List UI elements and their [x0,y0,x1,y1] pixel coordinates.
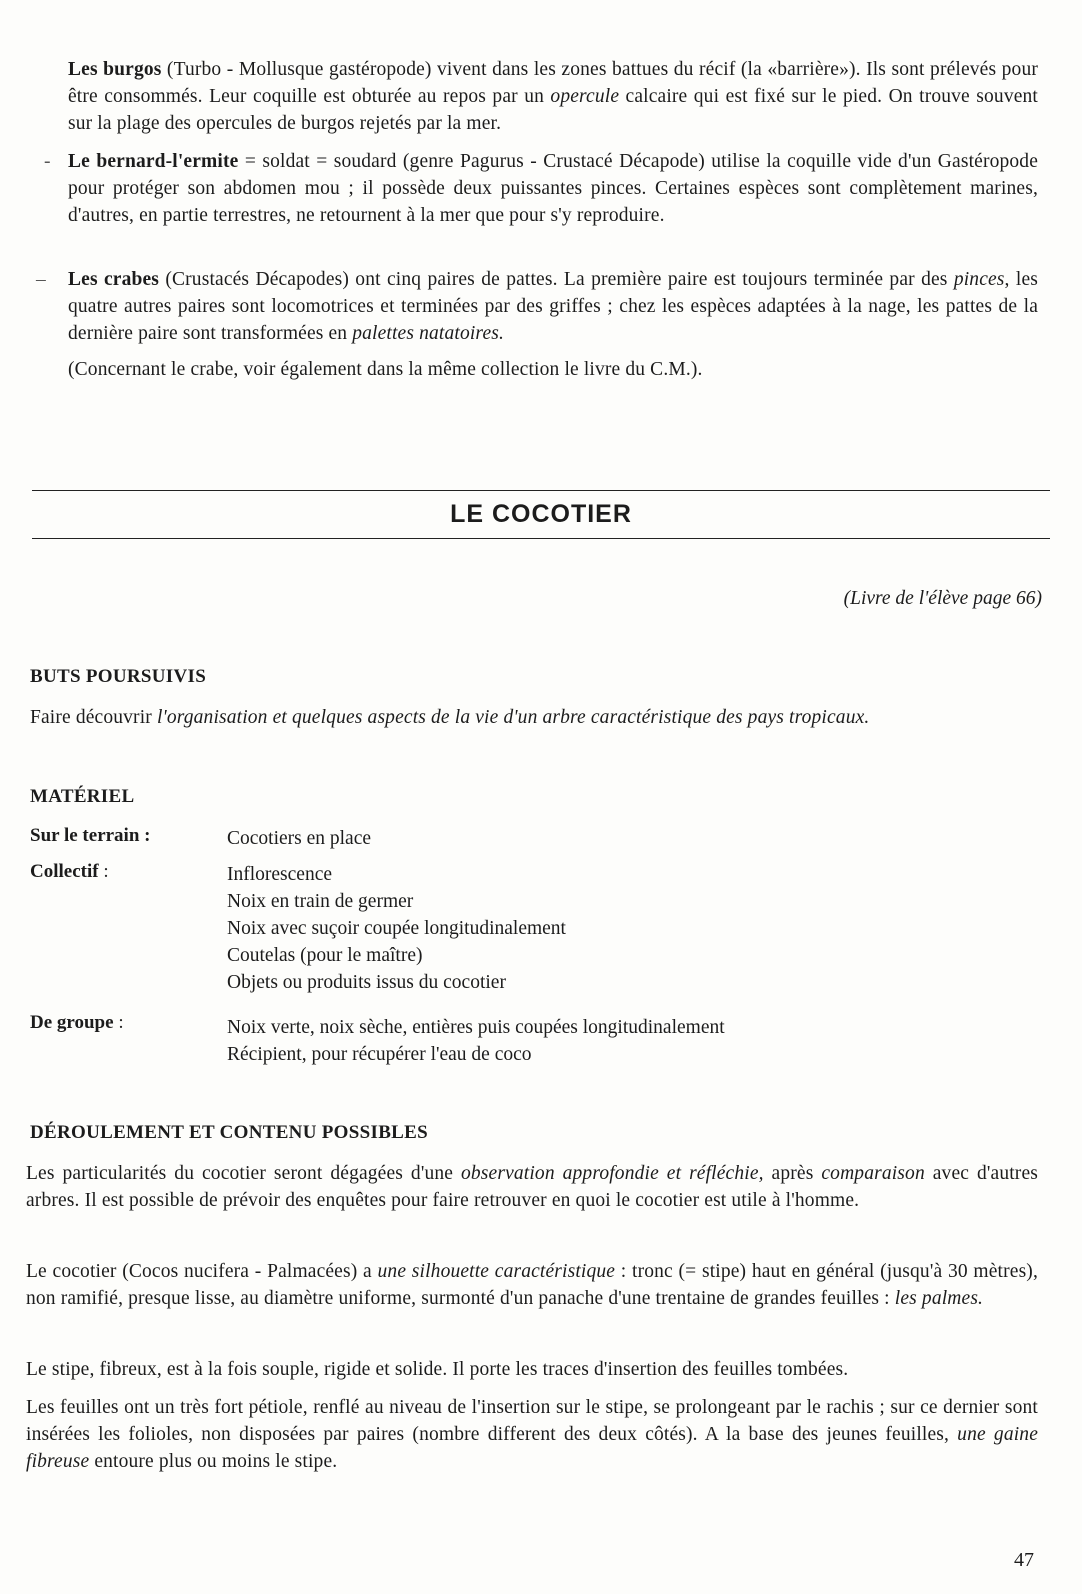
bullet-dash: – [36,269,46,290]
list-item: Noix avec suçoir coupée longitudinalement [227,918,566,939]
label-groupe: De groupe : [30,1012,124,1033]
list-item: Inflorescence [227,864,333,885]
paragraph-buts: Faire découvrir l'organisation et quelques aspects de la vie d'un arbre caractéristique des pays tropicaux. [30,707,870,728]
term-crabes: Les crabes [68,269,160,290]
paragraph-burgos: Les burgos (Turbo - Mollusque gastéropode) vivent dans les zones battues du récif (la «barrière»). Ils sont prélevés pour être consommés. Leur coquille est obturée au repos par un opercule calcaire qui est fixé sur le pied. On trouve souvent sur la plage des opercules de burgos rejetés par la mer. [68,59,1038,134]
section-rule-top [32,490,1050,491]
section-title: LE COCOTIER [450,500,632,528]
paragraph-bernard-ermite: Le bernard-l'ermite = soldat = soudard (genre Pagurus - Crustacé Décapode) utilise la coquille vide d'un Gastéropode pour protéger son abdomen mou ; il possède deux puissantes pinces. Certaines espèces sont complètement marines, d'autres, en partie terrestres, ne retournent à la mer que pour s'y reproduire. [68,151,1038,226]
list-item: Noix verte, noix sèche, entières puis coupées longitudinalement [227,1017,725,1038]
list-groupe [227,1014,725,1068]
paragraph-deroulement-1: Les particularités du cocotier seront dégagées d'une observation approfondie et réfléchie, après comparaison avec d'autres arbres. Il est possible de prévoir des enquêtes pour faire retrouver en quoi le cocotier est utile à l'homme. [26,1163,1038,1211]
list-terrain [227,825,371,852]
paragraph-deroulement-3: Le stipe, fibreux, est à la fois souple, rigide et solide. Il porte les traces d'insertion des feuilles tombées. [26,1359,849,1380]
heading-materiel: MATÉRIEL [30,786,135,807]
list-item: Coutelas (pour le maître) [227,945,423,966]
list-collectif [227,861,566,996]
section-rule-bottom [32,538,1050,539]
list-item: Noix en train de germer [227,891,414,912]
bullet-dash: - [44,151,51,172]
heading-deroulement: DÉROULEMENT ET CONTENU POSSIBLES [30,1122,428,1143]
heading-buts: BUTS POURSUIVIS [30,666,207,687]
paragraph-deroulement-4: Les feuilles ont un très fort pétiole, renflé au niveau de l'insertion sur le stipe, se prolongeant par le rachis ; sur ce dernier sont insérées les folioles, non disposées par paires (nombre different des deux côtés). A la base des jeunes feuilles, une gaine fibreuse entoure plus ou moins le stipe. [26,1397,1038,1472]
paragraph-deroulement-2: Le cocotier (Cocos nucifera - Palmacées) a une silhouette caractéristique : tronc (= stipe) haut en général (jusqu'à 30 mètres), non ramifié, presque lisse, au diamètre uniforme, surmonté d'un panache d'une trentaine de grandes feuilles : les palmes. [26,1261,1038,1309]
label-collectif: Collectif : [30,861,109,882]
list-item: Objets ou produits issus du cocotier [227,972,506,993]
paragraph-crabes: Les crabes (Crustacés Décapodes) ont cinq paires de pattes. La première paire est toujours terminée par des pinces, les quatre autres paires sont locomotrices et terminées par des griffes ; chez les espèces adaptées à la nage, les pattes de la dernière paire sont transformées en palettes natatoires. [68,269,1038,344]
book-reference: (Livre de l'élève page 66) [843,588,1042,609]
label-terrain: Sur le terrain : [30,825,151,846]
page-number: 47 [1014,1549,1034,1571]
list-item: Récipient, pour récupérer l'eau de coco [227,1044,532,1065]
note-crabe: (Concernant le crabe, voir également dans la même collection le livre du C.M.). [68,359,703,380]
term-burgos: Les burgos [68,59,162,80]
list-item: Cocotiers en place [227,828,372,849]
term-bernard-ermite: Le bernard-l'ermite [68,151,239,172]
